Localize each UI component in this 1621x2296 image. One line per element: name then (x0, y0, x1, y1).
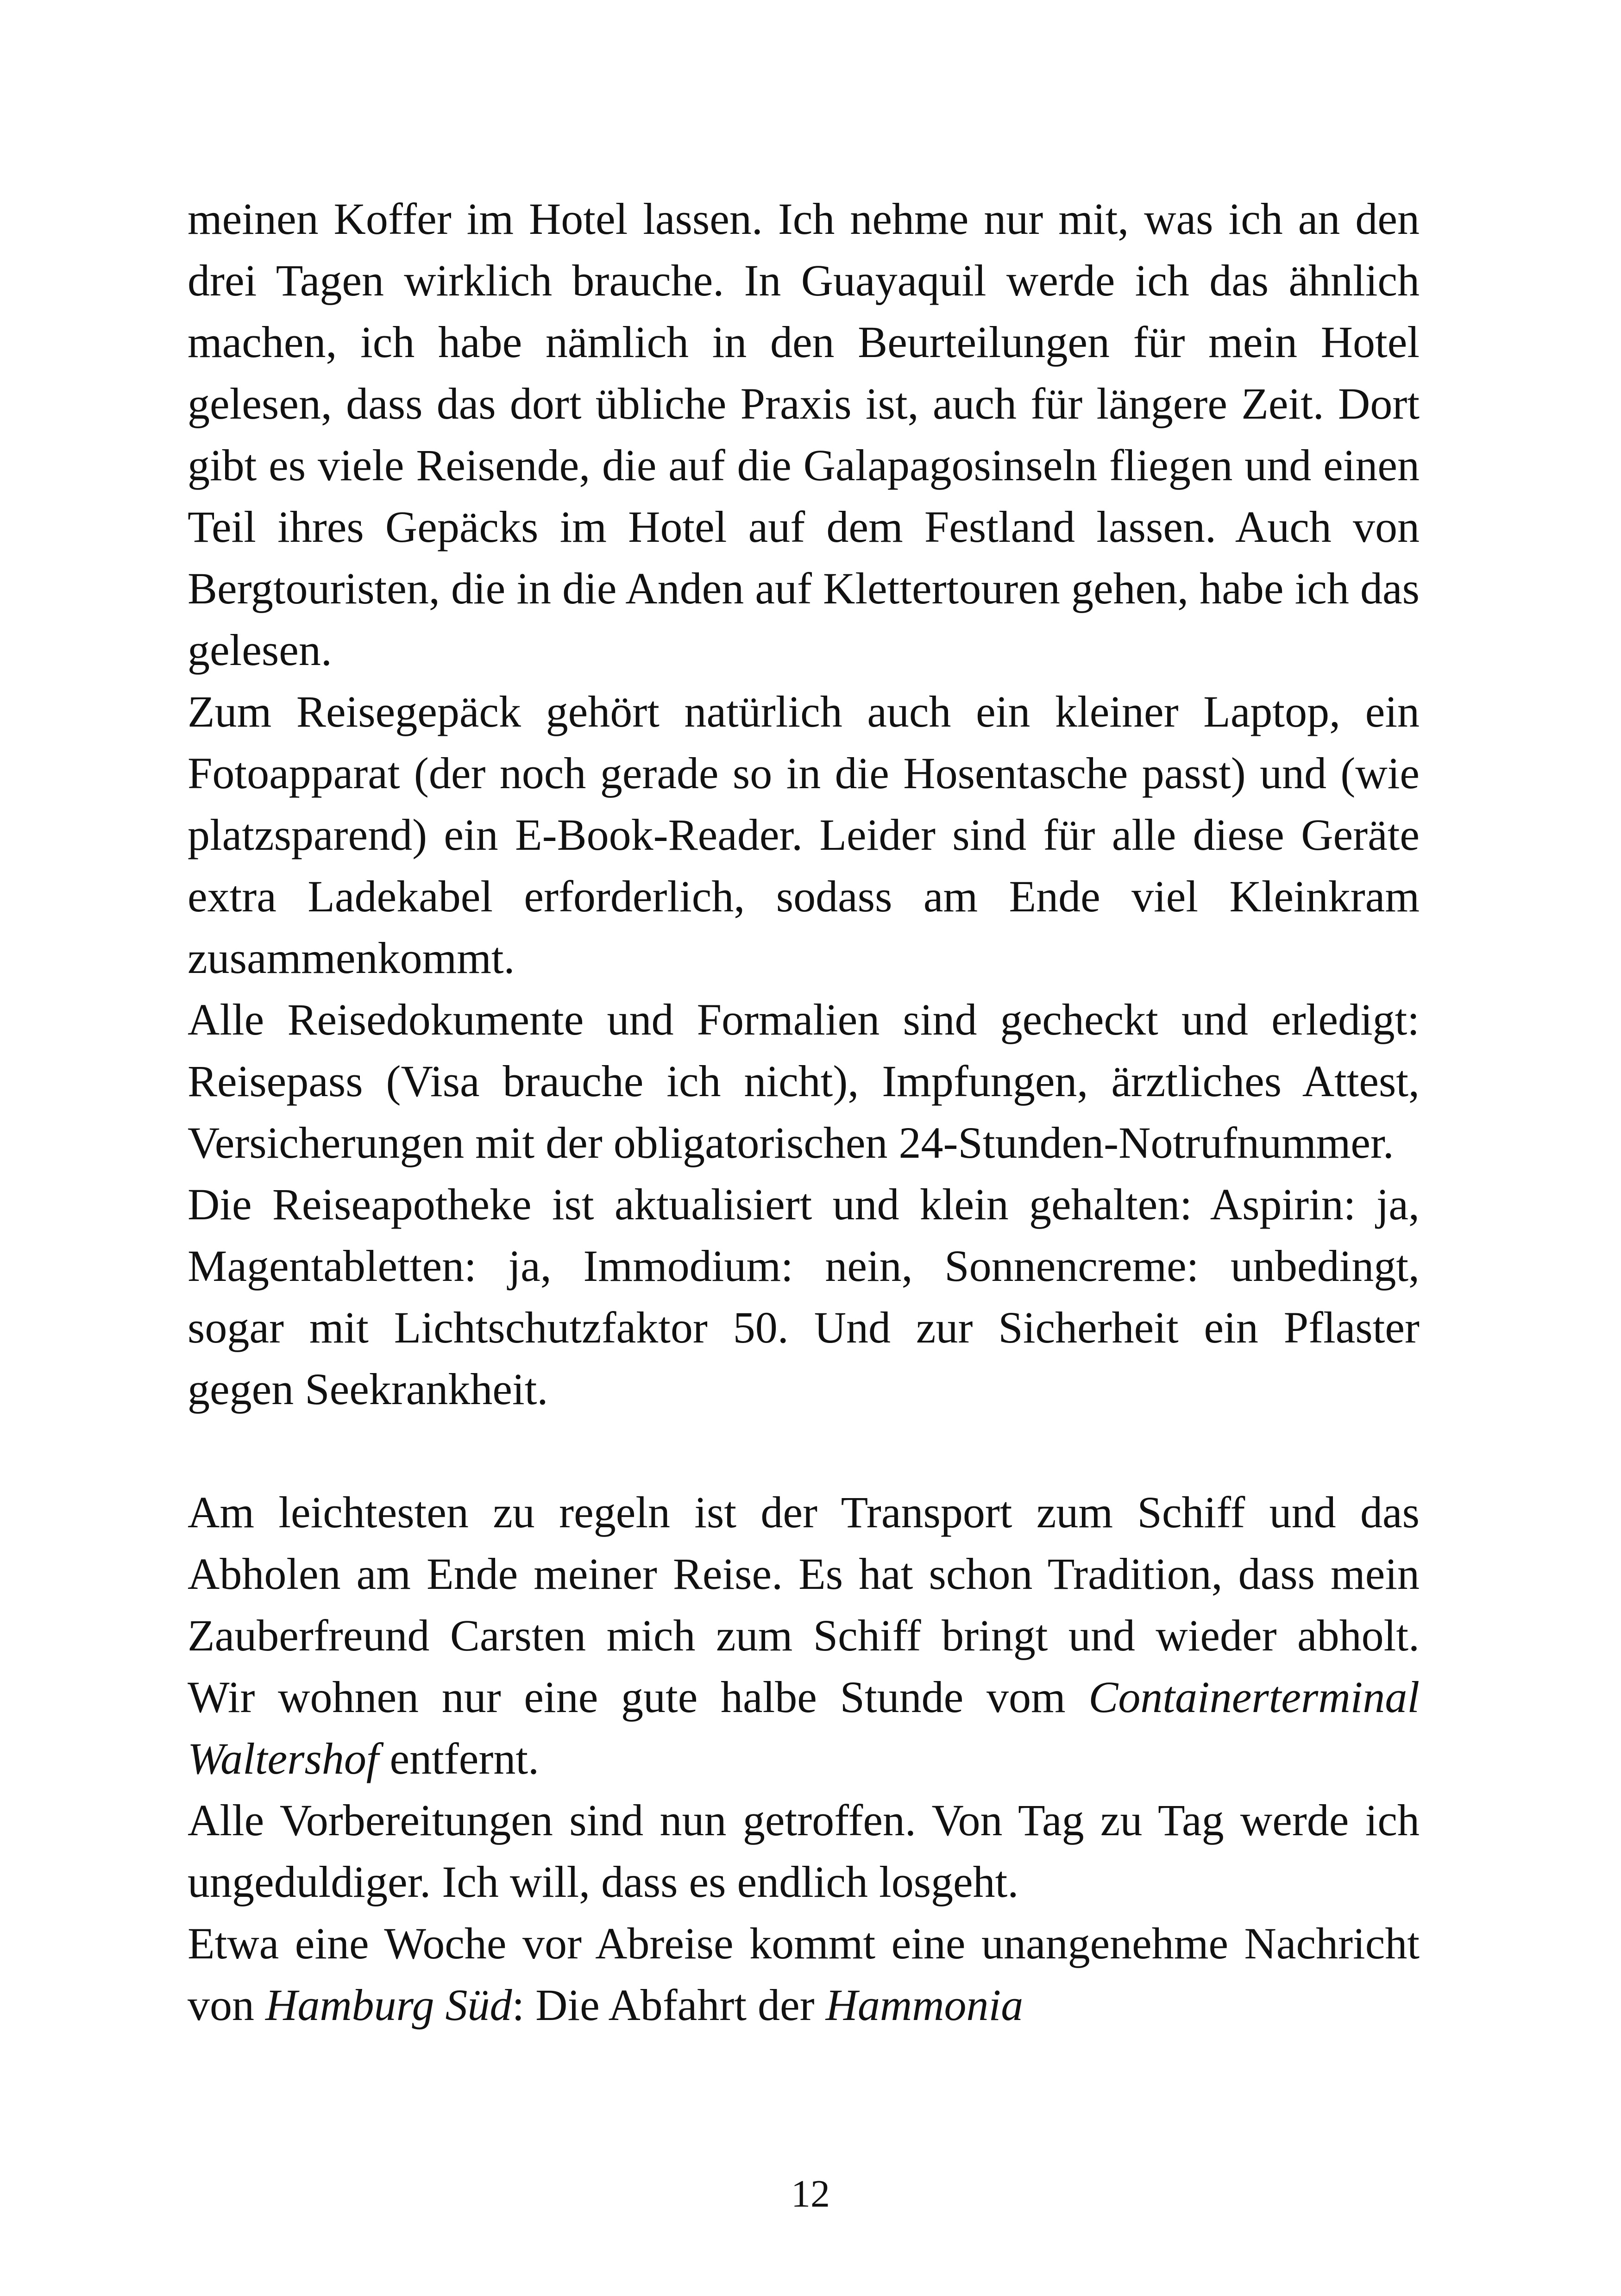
paragraph-luggage-hotel (188, 188, 1420, 681)
text-run: Die Reiseapotheke ist aktualisiert und klein gehalten: Aspirin: ja, Magentabletten: ja, Immodium: nein, Sonnencreme: unbedingt, sogar mit Lichtschutzfaktor 50. Und zur Sicherheit ein Pflaster gegen Seekrankheit. (188, 1179, 1420, 1414)
body-text (188, 188, 1420, 2036)
paragraph-electronics (188, 681, 1420, 989)
text-run: : Die Abfahrt der (512, 1980, 826, 2030)
italic-place-name: Containerterminal Waltershof (188, 1672, 1420, 1783)
text-run: Etwa eine Woche vor Abreise kommt eine unangenehme Nachricht von (188, 1919, 1420, 2030)
text-run: Zum Reisegepäck gehört natürlich auch ein kleiner Laptop, ein Fotoapparat (der noch gerade so in die Hosentasche passt) und (wie platzsparend) ein E-Book-Reader. Leider sind für alle diese Geräte extra Ladekabel erforderlich, sodass am Ende viel Kleinkram zusammenkommt. (188, 687, 1420, 983)
page-number: 12 (791, 2172, 830, 2215)
paragraph-news (188, 1913, 1420, 2036)
text-run: Alle Reisedokumente und Formalien sind gecheckt und erledigt: Reisepass (Visa brauche ich nicht), Impfungen, ärztliches Attest, Versicherungen mit der obligatorischen 24-Stunden-Notrufnummer. (188, 995, 1420, 1167)
paragraph-documents (188, 989, 1420, 1173)
text-run: Alle Vorbereitungen sind nun getroffen. Von Tag zu Tag werde ich ungeduldiger. Ich will, dass es endlich losgeht. (188, 1795, 1420, 1907)
paragraph-transport (188, 1481, 1420, 1789)
text-run: entfernt. (378, 1734, 539, 1783)
italic-ship-name: Hammonia (825, 1980, 1024, 2030)
italic-company-name: Hamburg Süd (265, 1980, 512, 2030)
paragraph-medicine (188, 1173, 1420, 1420)
text-run: meinen Koffer im Hotel lassen. Ich nehme nur mit, was ich an den drei Tagen wirklich brauche. In Guayaquil werde ich das ähnlich machen, ich habe nämlich in den Beurteilungen für mein Hotel gelesen, dass das dort übliche Praxis ist, auch für längere Zeit. Dort gibt es viele Reisende, die auf die Galapagosinseln fliegen und einen Teil ihres Gepäcks im Hotel auf dem Festland lassen. Auch von Bergtouristen, die in die Anden auf Klettertouren gehen, habe ich das gelesen. (188, 194, 1420, 675)
paragraph-preparations (188, 1789, 1420, 1913)
text-run: Am leichtesten zu regeln ist der Transport zum Schiff und das Abholen am Ende meiner Reise. Es hat schon Tradition, dass mein Zauberfreund Carsten mich zum Schiff bringt und wieder abholt. Wir wohnen nur eine gute halbe Stunde vom (188, 1487, 1420, 1722)
